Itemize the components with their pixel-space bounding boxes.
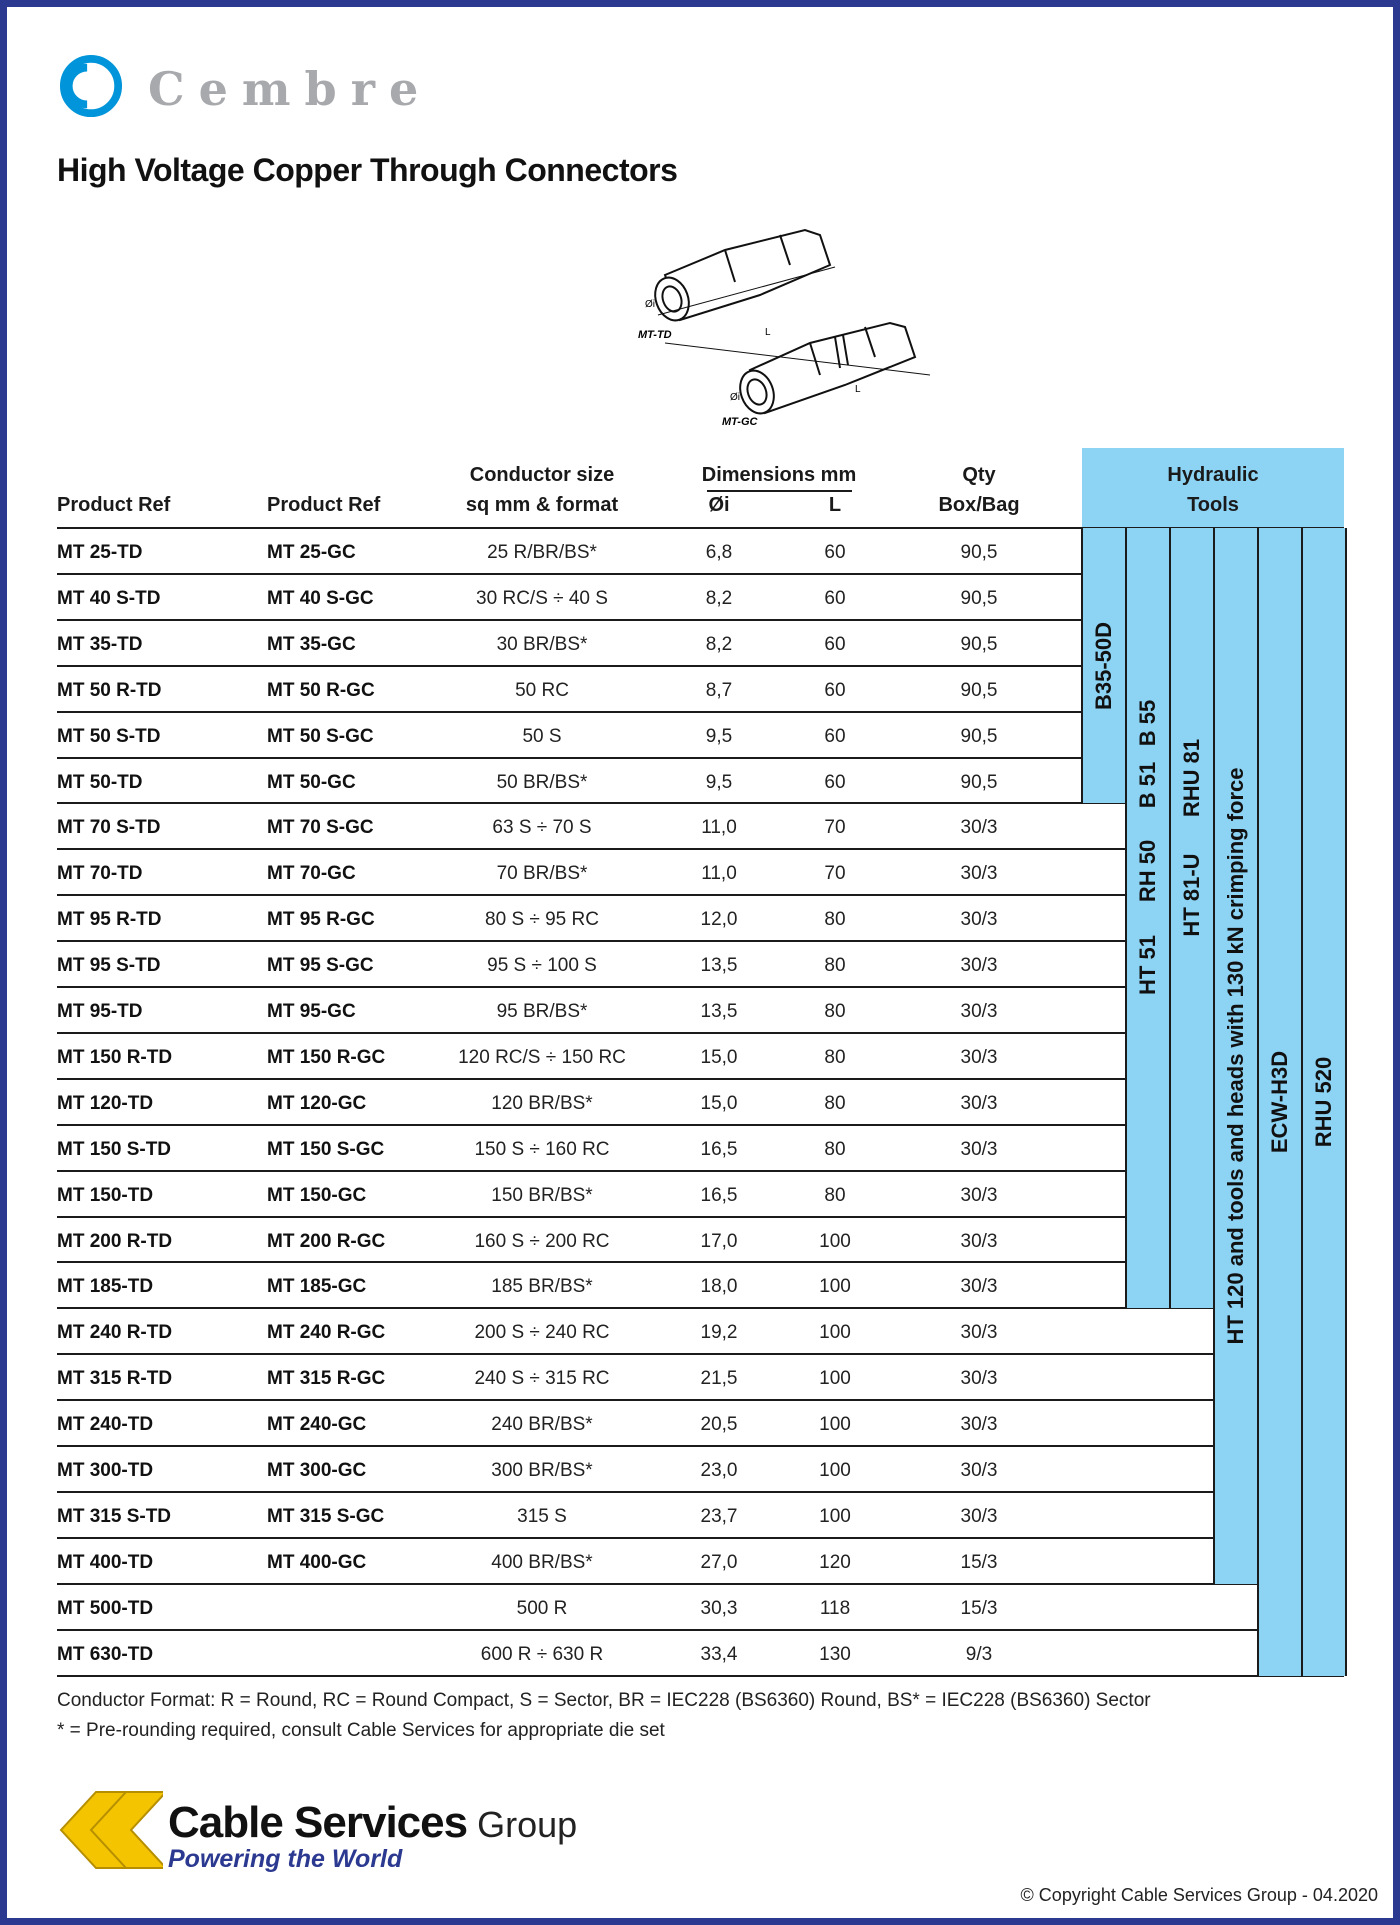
tool-label: B 55 bbox=[1135, 699, 1160, 747]
inner-diameter: 8,7 bbox=[705, 679, 733, 701]
tool-bar-edge bbox=[1169, 528, 1171, 1308]
header-dimensions-underline bbox=[707, 490, 852, 492]
length: 60 bbox=[824, 633, 846, 655]
conductor-size: 63 S ÷ 70 S bbox=[492, 817, 592, 839]
length: 60 bbox=[824, 587, 846, 609]
conductor-size: 600 R ÷ 630 R bbox=[480, 1643, 604, 1665]
length: 80 bbox=[824, 1184, 846, 1206]
row-rule bbox=[57, 1353, 1214, 1355]
product-ref-td: MT 95 R-TD bbox=[57, 909, 162, 931]
row-rule bbox=[57, 1216, 1126, 1218]
product-ref-td: MT 50-TD bbox=[57, 771, 143, 793]
inner-diameter: 15,0 bbox=[700, 1092, 738, 1114]
length: 80 bbox=[824, 909, 846, 931]
inner-diameter: 33,4 bbox=[700, 1643, 738, 1665]
row-rule bbox=[57, 1261, 1126, 1263]
length: 60 bbox=[824, 679, 846, 701]
product-ref-gc: MT 40 S-GC bbox=[267, 587, 374, 609]
conductor-size: 150 BR/BS* bbox=[491, 1184, 593, 1206]
inner-diameter: 12,0 bbox=[700, 909, 738, 931]
inner-diameter: 9,5 bbox=[705, 725, 733, 747]
row-rule bbox=[57, 1124, 1126, 1126]
qty-box-bag: 30/3 bbox=[960, 1046, 998, 1068]
qty-box-bag: 15/3 bbox=[960, 1597, 998, 1619]
product-ref-gc: MT 50 R-GC bbox=[267, 679, 375, 701]
conductor-size: 200 S ÷ 240 RC bbox=[474, 1322, 610, 1344]
inner-diameter: 8,2 bbox=[705, 633, 733, 655]
tool-label: RH 50 bbox=[1135, 840, 1160, 903]
product-ref-gc: MT 400-GC bbox=[267, 1551, 367, 1573]
row-rule bbox=[57, 1491, 1214, 1493]
qty-box-bag: 30/3 bbox=[960, 1322, 998, 1344]
product-ref-gc: MT 95 S-GC bbox=[267, 955, 374, 977]
qty-box-bag: 90,5 bbox=[960, 771, 998, 793]
cembre-logo-icon bbox=[58, 54, 124, 118]
tools-header-panel bbox=[1082, 448, 1344, 528]
inner-diameter: 15,0 bbox=[700, 1046, 738, 1068]
inner-diameter: 21,5 bbox=[700, 1368, 738, 1390]
tool-bar-edge bbox=[1257, 528, 1259, 1676]
product-ref-td: MT 70-TD bbox=[57, 863, 143, 885]
length: 70 bbox=[824, 863, 846, 885]
company-name bbox=[168, 1798, 577, 1848]
tool-bar bbox=[1126, 528, 1170, 1308]
qty-box-bag: 30/3 bbox=[960, 1230, 998, 1252]
qty-box-bag: 90,5 bbox=[960, 725, 998, 747]
cable-services-logo-icon bbox=[58, 1790, 163, 1870]
product-ref-td: MT 315 R-TD bbox=[57, 1368, 173, 1390]
product-ref-td: MT 95 S-TD bbox=[57, 955, 161, 977]
product-ref-gc: MT 240 R-GC bbox=[267, 1322, 386, 1344]
product-ref-td: MT 120-TD bbox=[57, 1092, 154, 1114]
product-ref-gc: MT 300-GC bbox=[267, 1460, 367, 1481]
length: 100 bbox=[819, 1230, 851, 1252]
format-legend: Conductor Format: R = Round, RC = Round Compact, S = Sector, BR = IEC228 (BS6360) Round, BS* = IEC228 (BS6360) Sector bbox=[57, 1690, 1151, 1711]
length: 100 bbox=[819, 1460, 851, 1481]
tool-bar-edge bbox=[1081, 528, 1083, 803]
drawing-dim-dia-a: Øi bbox=[645, 299, 655, 310]
row-rule bbox=[57, 848, 1126, 850]
product-ref-td: MT 25-TD bbox=[57, 542, 143, 563]
conductor-size: 240 S ÷ 315 RC bbox=[474, 1368, 610, 1390]
tool-bar-edge bbox=[1301, 528, 1303, 1676]
row-rule bbox=[57, 1078, 1126, 1080]
product-ref-gc: MT 50 S-GC bbox=[267, 725, 374, 747]
inner-diameter: 6,8 bbox=[705, 542, 733, 563]
header-qty-line2: Box/Bag bbox=[938, 494, 1020, 516]
conductor-size: 25 R/BR/BS* bbox=[487, 542, 597, 563]
length: 60 bbox=[824, 725, 846, 747]
length: 100 bbox=[819, 1322, 851, 1344]
product-ref-gc: MT 25-GC bbox=[267, 542, 356, 563]
row-rule bbox=[57, 1032, 1126, 1034]
qty-box-bag: 9/3 bbox=[965, 1643, 993, 1665]
length: 130 bbox=[819, 1643, 851, 1665]
header-product-ref-gc: Product Ref bbox=[267, 494, 381, 516]
length: 100 bbox=[819, 1276, 851, 1298]
tools-header-line2: Tools bbox=[1187, 494, 1239, 516]
length: 80 bbox=[824, 1001, 846, 1022]
drawing-dim-len-b: L bbox=[855, 384, 861, 395]
conductor-size: 120 RC/S ÷ 150 RC bbox=[458, 1046, 626, 1068]
product-table bbox=[57, 448, 1344, 1676]
product-ref-td: MT 200 R-TD bbox=[57, 1230, 173, 1252]
drawing-label-a: MT-TD bbox=[638, 329, 672, 341]
product-ref-td: MT 35-TD bbox=[57, 633, 143, 655]
connector-drawing bbox=[630, 225, 950, 435]
pre-rounding-note: * = Pre-rounding required, consult Cable Services for appropriate die set bbox=[57, 1720, 665, 1741]
product-ref-gc: MT 315 R-GC bbox=[267, 1368, 386, 1390]
drawing-label-b: MT-GC bbox=[722, 416, 758, 428]
qty-box-bag: 30/3 bbox=[960, 1184, 998, 1206]
conductor-size: 50 RC bbox=[515, 679, 569, 701]
row-rule bbox=[57, 1445, 1214, 1447]
inner-diameter: 9,5 bbox=[705, 771, 733, 793]
conductor-size: 70 BR/BS* bbox=[496, 863, 588, 885]
inner-diameter: 18,0 bbox=[700, 1276, 738, 1298]
product-ref-td: MT 500-TD bbox=[57, 1597, 154, 1619]
conductor-size: 95 BR/BS* bbox=[496, 1001, 588, 1022]
length: 80 bbox=[824, 955, 846, 977]
conductor-size: 150 S ÷ 160 RC bbox=[474, 1138, 610, 1160]
conductor-size: 240 BR/BS* bbox=[491, 1414, 593, 1436]
qty-box-bag: 30/3 bbox=[960, 1414, 998, 1436]
tool-label: RHU 520 bbox=[1311, 1056, 1336, 1147]
inner-diameter: 20,5 bbox=[700, 1414, 738, 1436]
row-rule bbox=[57, 1537, 1214, 1539]
product-ref-td: MT 150-TD bbox=[57, 1184, 154, 1206]
inner-diameter: 19,2 bbox=[700, 1322, 738, 1344]
product-ref-td: MT 40 S-TD bbox=[57, 587, 161, 609]
brand-name: Cembre bbox=[148, 62, 433, 116]
row-rule bbox=[57, 619, 1082, 621]
inner-diameter: 30,3 bbox=[700, 1597, 738, 1619]
length: 80 bbox=[824, 1138, 846, 1160]
copyright: © Copyright Cable Services Group - 04.2020 bbox=[1020, 1885, 1378, 1905]
product-ref-td: MT 400-TD bbox=[57, 1551, 154, 1573]
qty-box-bag: 30/3 bbox=[960, 863, 998, 885]
conductor-size: 50 S bbox=[522, 725, 562, 747]
row-rule bbox=[57, 802, 1126, 804]
inner-diameter: 13,5 bbox=[700, 955, 738, 977]
drawing-dim-dia-b: Øi bbox=[730, 392, 740, 403]
product-ref-td: MT 240 R-TD bbox=[57, 1322, 173, 1344]
row-rule bbox=[57, 1399, 1214, 1401]
qty-box-bag: 30/3 bbox=[960, 1092, 998, 1114]
header-product-ref-td: Product Ref bbox=[57, 494, 171, 516]
conductor-size: 50 BR/BS* bbox=[496, 771, 588, 793]
header-dimensions: Dimensions mm bbox=[701, 464, 857, 486]
qty-box-bag: 30/3 bbox=[960, 955, 998, 977]
product-ref-gc: MT 70-GC bbox=[267, 863, 356, 885]
inner-diameter: 27,0 bbox=[700, 1551, 738, 1573]
qty-box-bag: 90,5 bbox=[960, 633, 998, 655]
row-rule bbox=[57, 986, 1126, 988]
company-group: Group bbox=[477, 1804, 578, 1845]
qty-box-bag: 30/3 bbox=[960, 1001, 998, 1022]
product-ref-td: MT 240-TD bbox=[57, 1414, 154, 1436]
conductor-size: 80 S ÷ 95 RC bbox=[485, 909, 599, 931]
product-ref-td: MT 315 S-TD bbox=[57, 1505, 172, 1527]
inner-diameter: 11,0 bbox=[701, 817, 737, 839]
tool-bar-edge bbox=[1213, 528, 1215, 1584]
length: 60 bbox=[824, 771, 846, 793]
length: 60 bbox=[824, 542, 846, 563]
length: 70 bbox=[824, 817, 846, 839]
product-ref-gc: MT 240-GC bbox=[267, 1414, 367, 1436]
product-ref-gc: MT 70 S-GC bbox=[267, 817, 374, 839]
conductor-size: 30 BR/BS* bbox=[496, 633, 588, 655]
row-rule bbox=[57, 711, 1082, 713]
product-ref-gc: MT 50-GC bbox=[267, 771, 356, 793]
inner-diameter: 23,0 bbox=[700, 1460, 738, 1481]
product-ref-td: MT 300-TD bbox=[57, 1460, 154, 1481]
qty-box-bag: 30/3 bbox=[960, 1505, 998, 1527]
qty-box-bag: 30/3 bbox=[960, 1138, 998, 1160]
product-ref-td: MT 50 S-TD bbox=[57, 725, 161, 747]
tool-label: ECW-H3D bbox=[1267, 1050, 1292, 1153]
conductor-size: 120 BR/BS* bbox=[491, 1092, 593, 1114]
length: 100 bbox=[819, 1414, 851, 1436]
row-rule bbox=[57, 1170, 1126, 1172]
product-ref-gc: MT 150-GC bbox=[267, 1184, 367, 1206]
page-title: High Voltage Copper Through Connectors bbox=[57, 152, 678, 188]
inner-diameter: 11,0 bbox=[701, 863, 737, 885]
drawing-dim-len-a: L bbox=[765, 327, 771, 338]
header-conductor-line2: sq mm & format bbox=[465, 494, 619, 516]
tool-label: HT 81-U bbox=[1179, 853, 1204, 937]
row-rule bbox=[57, 1629, 1258, 1631]
length: 80 bbox=[824, 1046, 846, 1068]
qty-box-bag: 30/3 bbox=[960, 1460, 998, 1481]
product-ref-td: MT 630-TD bbox=[57, 1643, 154, 1665]
row-rule bbox=[57, 894, 1126, 896]
header-conductor-line1: Conductor size bbox=[469, 464, 615, 486]
length: 80 bbox=[824, 1092, 846, 1114]
product-ref-gc: MT 120-GC bbox=[267, 1092, 367, 1114]
inner-diameter: 16,5 bbox=[700, 1138, 738, 1160]
conductor-size: 30 RC/S ÷ 40 S bbox=[476, 587, 608, 609]
tool-label: RHU 81 bbox=[1179, 738, 1204, 817]
conductor-size: 160 S ÷ 200 RC bbox=[474, 1230, 610, 1252]
qty-box-bag: 90,5 bbox=[960, 587, 998, 609]
inner-diameter: 16,5 bbox=[700, 1184, 738, 1206]
conductor-size: 400 BR/BS* bbox=[491, 1551, 593, 1573]
qty-box-bag: 15/3 bbox=[960, 1551, 998, 1573]
header-l: L bbox=[828, 494, 842, 516]
tool-bar-edge bbox=[1345, 528, 1347, 1676]
length: 118 bbox=[819, 1597, 851, 1619]
conductor-size: 500 R bbox=[516, 1597, 568, 1619]
row-rule bbox=[57, 940, 1126, 942]
inner-diameter: 17,0 bbox=[700, 1230, 738, 1252]
product-ref-gc: MT 150 R-GC bbox=[267, 1046, 386, 1068]
product-ref-gc: MT 150 S-GC bbox=[267, 1138, 385, 1160]
company-tagline: Powering the World bbox=[168, 1845, 403, 1873]
tool-bar-edge bbox=[1125, 528, 1127, 1308]
product-ref-td: MT 70 S-TD bbox=[57, 817, 161, 839]
inner-diameter: 13,5 bbox=[700, 1001, 738, 1022]
inner-diameter: 23,7 bbox=[700, 1505, 738, 1527]
conductor-size: 95 S ÷ 100 S bbox=[487, 955, 597, 977]
header-qty-line1: Qty bbox=[962, 464, 996, 486]
qty-box-bag: 30/3 bbox=[960, 1368, 998, 1390]
tool-label: HT 51 bbox=[1135, 934, 1160, 995]
length: 100 bbox=[819, 1368, 851, 1390]
length: 120 bbox=[819, 1551, 851, 1573]
tools-header-line1: Hydraulic bbox=[1167, 464, 1259, 486]
product-ref-td: MT 95-TD bbox=[57, 1001, 143, 1022]
product-ref-td: MT 150 S-TD bbox=[57, 1138, 172, 1160]
product-ref-gc: MT 95-GC bbox=[267, 1001, 356, 1022]
row-rule bbox=[57, 573, 1082, 575]
product-ref-gc: MT 35-GC bbox=[267, 633, 356, 655]
conductor-size: 185 BR/BS* bbox=[491, 1276, 593, 1298]
product-ref-gc: MT 185-GC bbox=[267, 1276, 367, 1298]
qty-box-bag: 90,5 bbox=[960, 679, 998, 701]
product-ref-td: MT 150 R-TD bbox=[57, 1046, 173, 1068]
row-rule bbox=[57, 665, 1082, 667]
inner-diameter: 8,2 bbox=[705, 587, 733, 609]
row-rule bbox=[57, 757, 1082, 759]
product-ref-gc: MT 200 R-GC bbox=[267, 1230, 386, 1252]
product-ref-td: MT 50 R-TD bbox=[57, 679, 162, 701]
conductor-size: 300 BR/BS* bbox=[491, 1460, 593, 1481]
qty-box-bag: 30/3 bbox=[960, 1276, 998, 1298]
tool-label: B35-50D bbox=[1091, 621, 1116, 710]
product-ref-gc: MT 315 S-GC bbox=[267, 1505, 385, 1527]
qty-box-bag: 30/3 bbox=[960, 909, 998, 931]
tool-label: B 51 bbox=[1135, 762, 1160, 809]
company-name-text: Cable Services bbox=[168, 1798, 468, 1847]
product-ref-td: MT 185-TD bbox=[57, 1276, 154, 1298]
product-ref-gc: MT 95 R-GC bbox=[267, 909, 375, 931]
qty-box-bag: 30/3 bbox=[960, 817, 998, 839]
row-rule bbox=[57, 1675, 1344, 1677]
conductor-size: 315 S bbox=[517, 1505, 567, 1527]
row-rule bbox=[57, 1307, 1214, 1309]
tool-label: HT 120 and tools and heads with 130 kN crimping force bbox=[1223, 767, 1248, 1345]
length: 100 bbox=[819, 1505, 851, 1527]
row-rule bbox=[57, 1583, 1258, 1585]
header-oi: Øi bbox=[708, 494, 730, 516]
qty-box-bag: 90,5 bbox=[960, 542, 998, 563]
